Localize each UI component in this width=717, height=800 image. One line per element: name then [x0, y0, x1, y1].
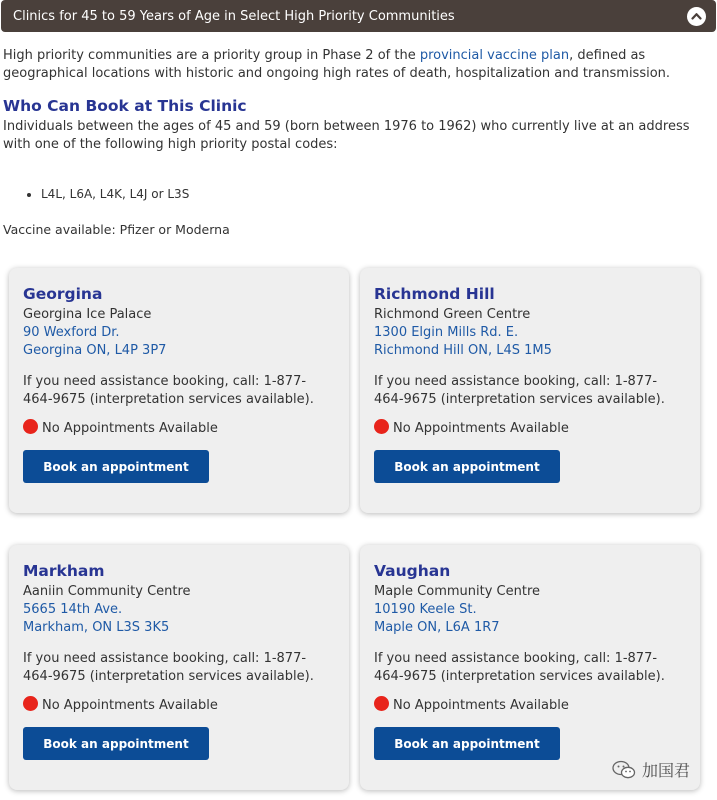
clinic-street-link[interactable]: 90 Wexford Dr. — [23, 325, 120, 340]
section-heading: Who Can Book at This Clinic — [3, 97, 247, 115]
clinic-city: Markham — [23, 562, 105, 580]
book-appointment-button[interactable]: Book an appointment — [374, 450, 560, 483]
list-item: • L4L, L6A, L4K, L4J or L3S — [41, 185, 189, 203]
clinic-help-text: If you need assistance booking, call: 1-877-464-9675 (interpretation services available). — [374, 374, 665, 407]
book-appointment-button[interactable]: Book an appointment — [374, 727, 560, 760]
clinic-locality-link[interactable]: Georgina ON, L4P 3P7 — [23, 343, 167, 358]
watermark — [612, 758, 690, 781]
clinic-locality-link[interactable]: Markham, ON L3S 3K5 — [23, 620, 170, 635]
clinic-status-text: No Appointments Available — [42, 698, 218, 713]
clinic-locality-link[interactable]: Richmond Hill ON, L4S 1M5 — [374, 343, 552, 358]
clinic-card-vaughan — [360, 545, 700, 790]
clinic-help-text: If you need assistance booking, call: 1-877-464-9675 (interpretation services available). — [374, 651, 665, 684]
clinic-card-richmond-hill — [360, 268, 700, 513]
clinic-locality-link[interactable]: Maple ON, L6A 1R7 — [374, 620, 500, 635]
red-dot-icon — [23, 419, 38, 434]
vaccine-available: Vaccine available: Pfizer or Moderna — [3, 222, 230, 237]
clinic-venue: Aaniin Community Centre — [23, 584, 191, 599]
clinic-street-link[interactable]: 5665 14th Ave. — [23, 602, 123, 617]
clinic-status-text: No Appointments Available — [42, 421, 218, 436]
clinic-street-link[interactable]: 1300 Elgin Mills Rd. E. — [374, 325, 519, 340]
clinic-venue: Georgina Ice Palace — [23, 307, 152, 322]
chevron-up-icon[interactable] — [687, 7, 706, 26]
clinic-status — [374, 697, 686, 715]
red-dot-icon — [374, 696, 389, 711]
clinic-venue: Richmond Green Centre — [374, 307, 531, 322]
intro-paragraph — [3, 47, 708, 83]
clinic-status — [23, 697, 335, 715]
clinic-venue: Maple Community Centre — [374, 584, 541, 599]
watermark-text: 加国君 — [642, 761, 691, 780]
clinic-status-text: No Appointments Available — [393, 421, 569, 436]
clinic-street-link[interactable]: 10190 Keele St. — [374, 602, 477, 617]
intro-text-before: High priority communities are a priority group in Phase 2 of the — [3, 48, 420, 63]
book-appointment-button[interactable]: Book an appointment — [23, 450, 209, 483]
book-appointment-button[interactable]: Book an appointment — [23, 727, 209, 760]
provincial-vaccine-plan-link[interactable]: provincial vaccine plan — [419, 48, 570, 63]
clinic-status — [374, 420, 686, 438]
clinic-card-markham — [9, 545, 349, 790]
clinic-city: Georgina — [23, 285, 103, 303]
eligibility-text: Individuals between the ages of 45 and 59 (born between 1976 to 1962) who currently live at an address with one of the following high priority postal codes: — [3, 119, 690, 152]
intro-text-after: , defined as geographical locations with historic and ongoing high rates of death, hospitalization and transmission. — [3, 48, 671, 81]
postal-code-list — [24, 185, 189, 203]
clinic-status-text: No Appointments Available — [393, 698, 569, 713]
accordion-header[interactable] — [1, 0, 716, 32]
clinic-help-text: If you need assistance booking, call: 1-877-464-9675 (interpretation services available). — [23, 651, 314, 684]
clinic-city: Vaughan — [374, 562, 451, 580]
wechat-icon — [612, 760, 636, 780]
red-dot-icon — [374, 419, 389, 434]
clinic-card-georgina — [9, 268, 349, 513]
clinic-city: Richmond Hill — [374, 285, 495, 303]
accordion-title: Clinics for 45 to 59 Years of Age in Select High Priority Communities — [13, 8, 455, 24]
clinic-status — [23, 420, 335, 438]
red-dot-icon — [23, 696, 38, 711]
clinic-help-text: If you need assistance booking, call: 1-877-464-9675 (interpretation services available). — [23, 374, 314, 407]
